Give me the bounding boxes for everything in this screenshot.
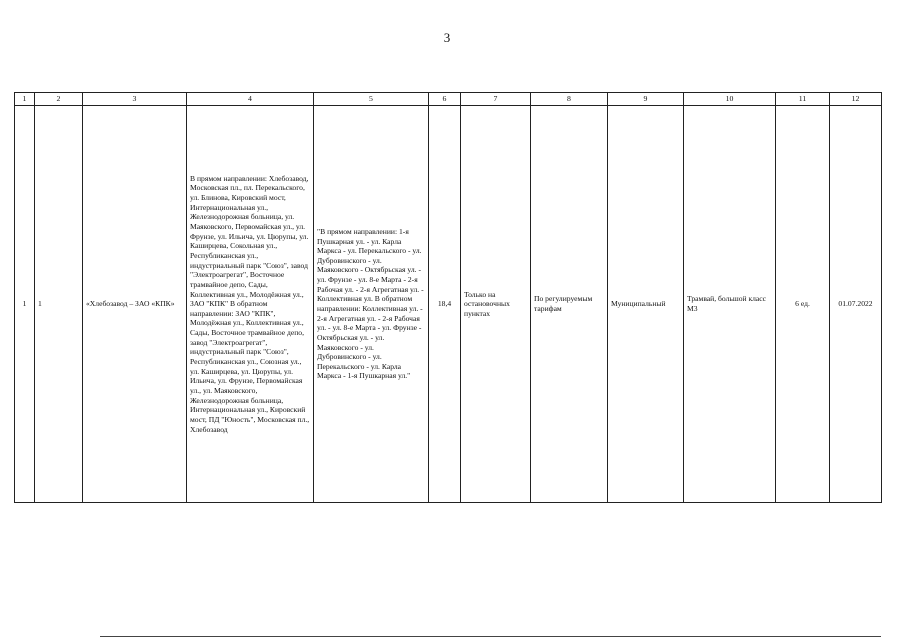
- header-cell-6: 6: [429, 93, 461, 106]
- header-cell-11: 11: [776, 93, 830, 106]
- cell-length: 18,4: [429, 106, 461, 503]
- cell-streets: "В прямом направлении: 1-я Пушкарная ул. - ул. Карла Маркса - ул. Перекальского - ул. Дубровинского - ул. Маяковского - Октябрьская ул. - ул. Фрунзе - ул. 8-е Марта - 2-я Рабочая ул. - 2-я Агрегатная ул. - Коллективная ул. В обратном направлении: Коллективная ул. - 2-я Агрегатная ул. - 2-я Рабочая ул. - ул. 8-е Марта - ул. Фрунзе - Октябрьская ул. - ул. Маяковского - ул. Дубровинского - ул. Перекальского - ул. Карла Маркса - 1-я Пушкарная ул.": [314, 106, 429, 503]
- cell-route-type: Муниципальный: [608, 106, 684, 503]
- cell-start-date: 01.07.2022: [830, 106, 882, 503]
- cell-boarding-order: Только на остановочных пунктах: [461, 106, 531, 503]
- header-cell-1: 1: [15, 93, 35, 106]
- table-row: [15, 106, 882, 503]
- bottom-divider: [100, 636, 881, 637]
- cell-index: 1: [15, 106, 35, 503]
- header-row: [15, 93, 882, 106]
- header-cell-5: 5: [314, 93, 429, 106]
- header-cell-8: 8: [531, 93, 608, 106]
- cell-route-number: 1: [35, 106, 83, 503]
- page-number: 3: [443, 30, 451, 45]
- cell-tariff: По регулируемым тарифам: [531, 106, 608, 503]
- header-cell-3: 3: [83, 93, 187, 106]
- header-cell-4: 4: [187, 93, 314, 106]
- header-cell-10: 10: [684, 93, 776, 106]
- cell-vehicle-count: 6 ед.: [776, 106, 830, 503]
- header-cell-12: 12: [830, 93, 882, 106]
- cell-vehicle: Трамвай, большой класс М3: [684, 106, 776, 503]
- route-table: [14, 92, 882, 503]
- header-cell-7: 7: [461, 93, 531, 106]
- header-cell-2: 2: [35, 93, 83, 106]
- header-cell-9: 9: [608, 93, 684, 106]
- cell-route-name: «Хлебозавод – ЗАО «КПК»: [83, 106, 187, 503]
- cell-stops: В прямом направлении: Хлебозавод, Московская пл., пл. Перекальского, ул. Блинова, Кировский мост, Интернациональная ул., Железнодорожная больница, ул. Маяковского, Первомайская ул., ул. Фрунзе, ул. Ильича, ул. Цюрупы, ул. Каширцева, Сокольная ул., Республиканская ул., индустриальный парк "Союз", завод "Электроагрегат", Восточное трамвайное депо, Сады, Коллективная ул., Молодёжная ул., ЗАО "КПК" В обратном направлении: ЗАО "КПК", Молодёжная ул., Коллективная ул., Сады, Восточное трамвайное депо, завод "Электроагрегат", индустриальный парк "Союз", Республиканская ул., Союзная ул., ул. Каширцева, ул. Цюрупы, ул. Ильича, ул. Фрунзе, Первомайская ул., ул. Маяковского, Железнодорожная больница, Интернациональная ул., Кировский мост, ПД "Юность", Московская пл., Хлебозавод: [187, 106, 314, 503]
